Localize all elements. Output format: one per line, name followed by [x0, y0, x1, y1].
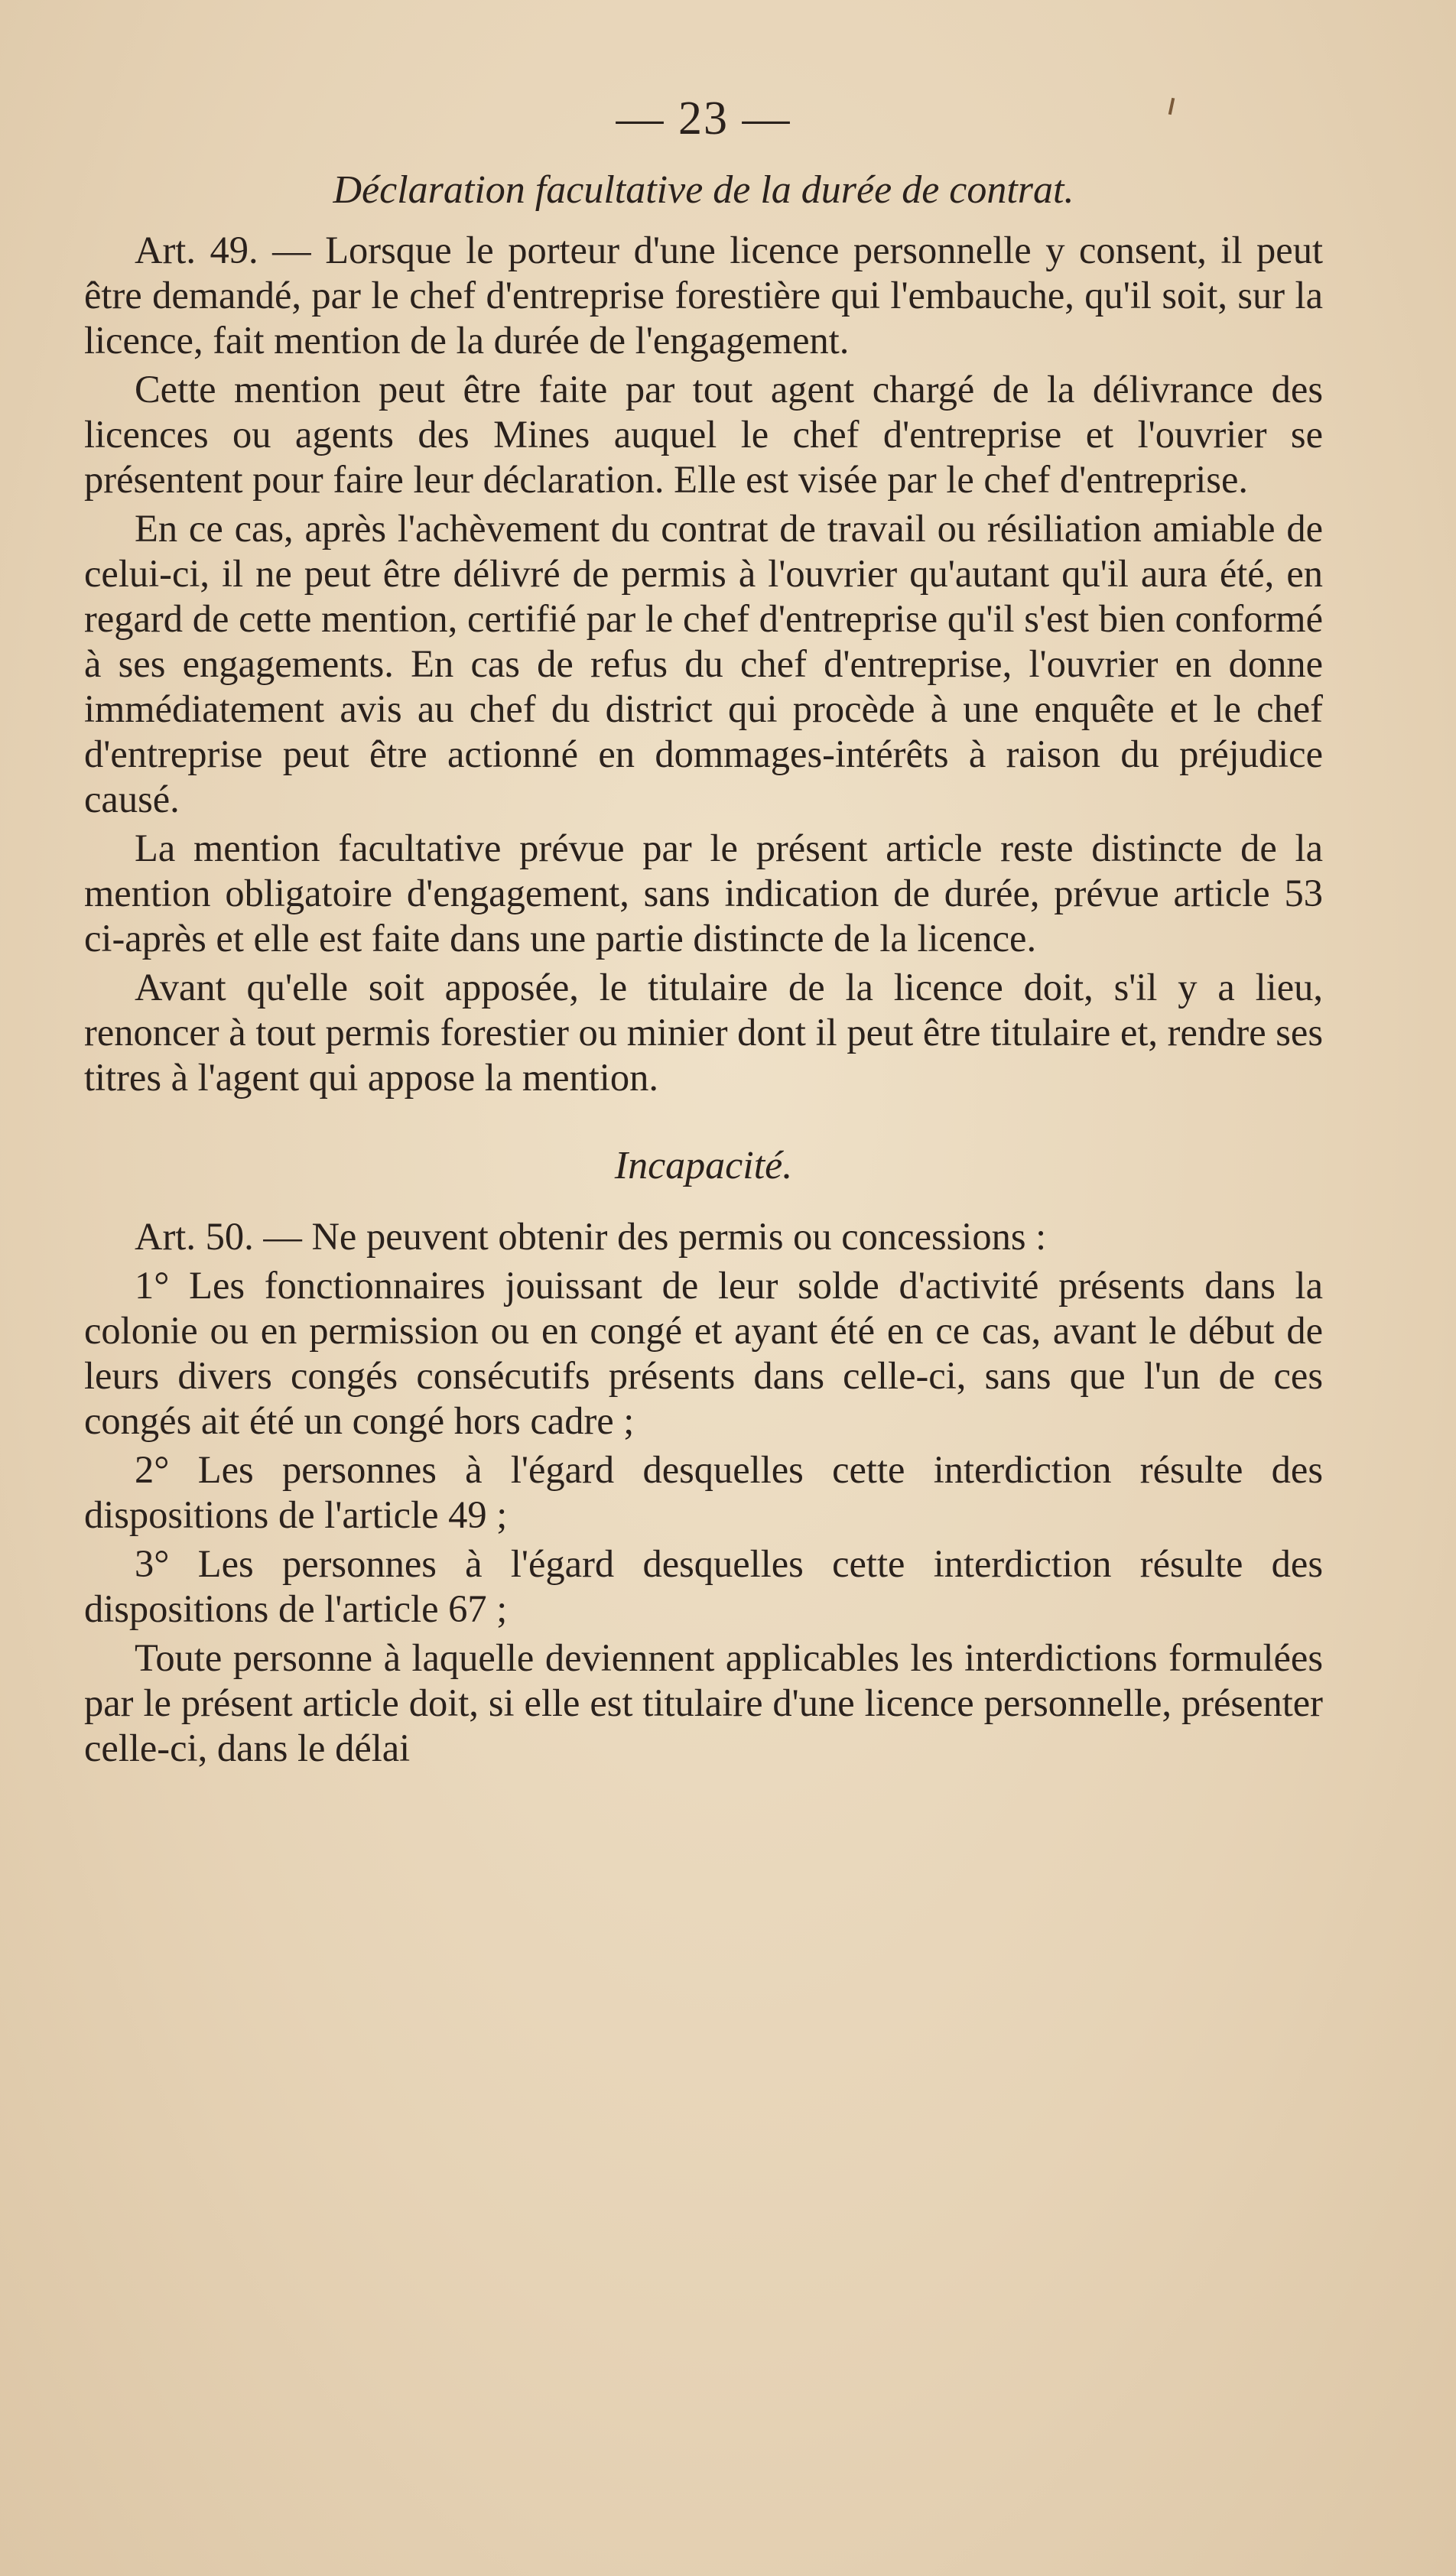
page-number: — 23 —: [616, 93, 791, 145]
paragraph-art-50: Art. 50. — Ne peuvent obtenir des permis ou concessions :: [135, 1215, 1047, 1258]
section-heading-incapacite: Incapacité.: [614, 1144, 793, 1187]
document-page: [84, 92, 1323, 1775]
list-item: 1° Les fonctionnaires jouissant de leur solde d'activité présents dans la colonie ou en permission ou en congé et ayant été en ce cas, avant le début de leurs divers congés consécutifs présents dans celle-ci, sans que l'un de ces congés ait été un congé hors cadre ;: [84, 1264, 1323, 1442]
paragraph-art-49: Art. 49. — Lorsque le porteur d'une licence personnelle y consent, il peut être demandé, par le chef d'entreprise forestière qui l'embauche, qu'il soit, sur la licence, fait mention de la durée de l'engagement.: [84, 229, 1323, 362]
list-item: 2° Les personnes à l'égard desquelles cette interdiction résulte des dispositions de l'article 49 ;: [84, 1448, 1323, 1536]
list-item: 3° Les personnes à l'égard desquelles cette interdiction résulte des dispositions de l'article 67 ;: [84, 1542, 1323, 1630]
paragraph: La mention facultative prévue par le présent article reste distincte de la mention obligatoire d'engagement, sans indication de durée, prévue article 53 ci-après et elle est faite dans une partie distincte de la licence.: [84, 827, 1323, 960]
paragraph: Cette mention peut être faite par tout agent chargé de la délivrance des licences ou agents des Mines auquel le chef d'entreprise et l'ouvrier se présentent pour faire leur déclaration. Elle est visée par le chef d'entreprise.: [84, 368, 1323, 501]
section-heading-declaration: Déclaration facultative de la durée de contrat.: [333, 168, 1074, 212]
paragraph: Toute personne à laquelle deviennent applicables les interdictions formulées par le présent article doit, si elle est titulaire d'une licence personnelle, présenter celle-ci, dans le délai: [84, 1636, 1323, 1769]
paragraph: En ce cas, après l'achèvement du contrat de travail ou résiliation amiable de celui-ci, il ne peut être délivré de permis à l'ouvrier qu'autant qu'il aura été, en regard de cette mention, certifié par le chef d'entreprise qu'il s'est bien conformé à ses engagements. En cas de refus du chef d'entreprise, l'ouvrier en donne immédiatement avis au chef du district qui procède à une enquête et le chef d'entreprise peut être actionné en dommages-intérêts à raison du préjudice causé.: [84, 507, 1323, 820]
paragraph: Avant qu'elle soit apposée, le titulaire de la licence doit, s'il y a lieu, renoncer à tout permis forestier ou minier dont il peut être titulaire et, rendre ses titres à l'agent qui appose la mention.: [84, 966, 1323, 1099]
